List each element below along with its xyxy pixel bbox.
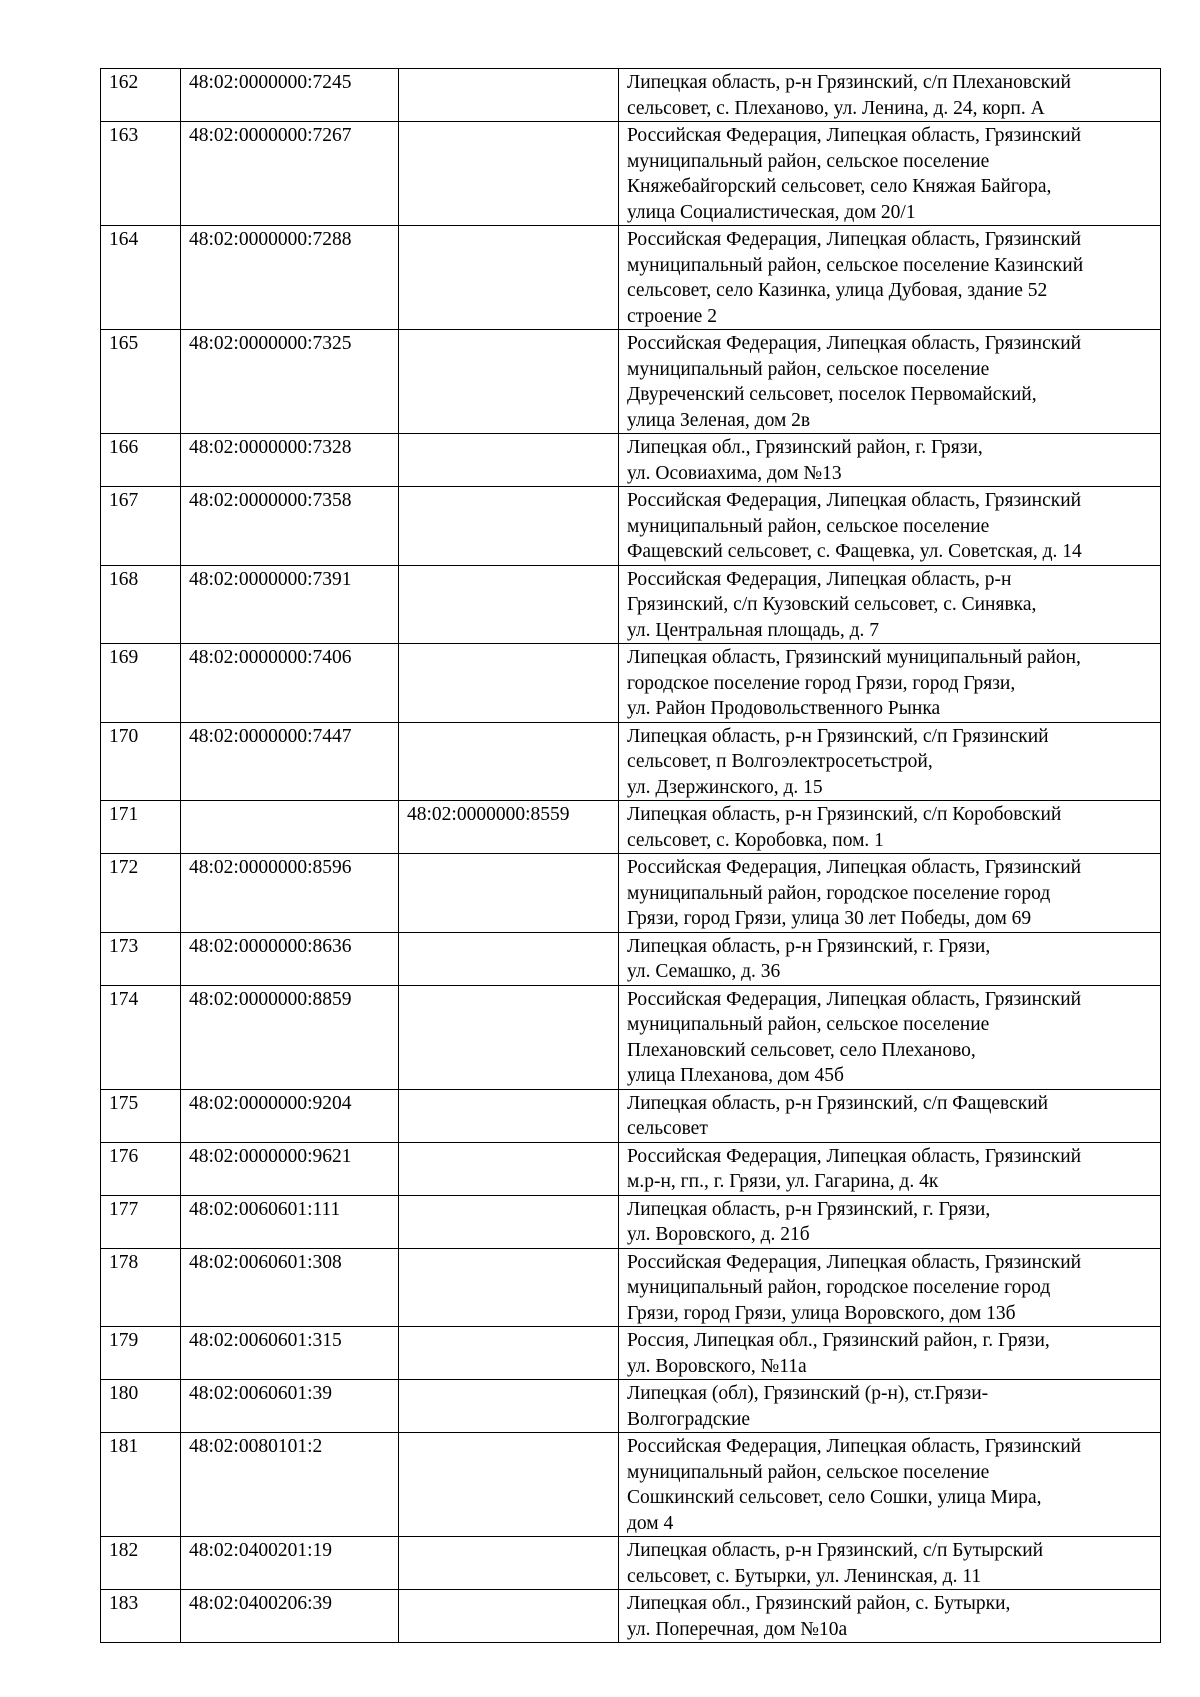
cadastral-number-alt [399,985,619,1089]
cadastral-number-alt [399,1195,619,1248]
table-row [101,854,1161,933]
cadastral-number-alt [399,1537,619,1590]
cadastral-number-alt [399,1433,619,1537]
table-row [101,801,1161,854]
cadastral-number: 48:02:0000000:7245 [181,69,399,122]
address: Российская Федерация, Липецкая область, Грязинский муниципальный район, сельское поселение Княжебайгорский сельсовет, село Княжая Байгора, улица Социалистическая, дом 20/1 [619,122,1161,226]
table-row [101,69,1161,122]
address: Липецкая обл., Грязинский район, с. Бутырки, ул. Поперечная, дом №10а [619,1590,1161,1643]
cadastral-number-alt [399,1089,619,1142]
address: Российская Федерация, Липецкая область, Грязинский муниципальный район, сельское поселение Двуреченский сельсовет, поселок Первомайский, улица Зеленая, дом 2в [619,330,1161,434]
cadastral-number: 48:02:0000000:7447 [181,722,399,801]
cadastral-number-alt [399,1590,619,1643]
cadastral-number: 48:02:0000000:8859 [181,985,399,1089]
cadastral-number-alt [399,854,619,933]
address: Российская Федерация, Липецкая область, Грязинский муниципальный район, городское поселение город Грязи, город Грязи, улица Воровского, дом 13б [619,1248,1161,1327]
table-row [101,1327,1161,1380]
cadastral-number: 48:02:0060601:39 [181,1380,399,1433]
table-row [101,434,1161,487]
cadastral-number-alt [399,487,619,566]
row-number: 170 [101,722,181,801]
address: Липецкая область, р-н Грязинский, с/п Фащевский сельсовет [619,1089,1161,1142]
table-row [101,1195,1161,1248]
address: Липецкая обл., Грязинский район, г. Грязи, ул. Осовиахима, дом №13 [619,434,1161,487]
cadastral-number: 48:02:0400206:39 [181,1590,399,1643]
address: Российская Федерация, Липецкая область, Грязинский муниципальный район, сельское поселение Казинский сельсовет, село Казинка, улица Дубовая, здание 52 строение 2 [619,226,1161,330]
row-number: 162 [101,69,181,122]
row-number: 164 [101,226,181,330]
cadastral-number: 48:02:0400201:19 [181,1537,399,1590]
row-number: 171 [101,801,181,854]
table-row [101,1248,1161,1327]
address: Липецкая область, Грязинский муниципальный район, городское поселение город Грязи, город Грязи, ул. Район Продовольственного Рынка [619,644,1161,723]
cadastral-number: 48:02:0000000:9621 [181,1142,399,1195]
cadastral-number-alt [399,1380,619,1433]
address: Липецкая область, р-н Грязинский, с/п Грязинский сельсовет, п Волгоэлектросетьстрой, ул. Дзержинского, д. 15 [619,722,1161,801]
cadastral-number [181,801,399,854]
row-number: 165 [101,330,181,434]
cadastral-number-alt [399,722,619,801]
cadastral-number: 48:02:0000000:7328 [181,434,399,487]
cadastral-number: 48:02:0000000:9204 [181,1089,399,1142]
cadastral-number-alt [399,644,619,723]
address: Российская Федерация, Липецкая область, Грязинский муниципальный район, городское поселение город Грязи, город Грязи, улица 30 лет Победы, дом 69 [619,854,1161,933]
cadastral-number: 48:02:0060601:111 [181,1195,399,1248]
address: Российская Федерация, Липецкая область, Грязинский муниципальный район, сельское поселение Плехановский сельсовет, село Плеханово, улица Плеханова, дом 45б [619,985,1161,1089]
table-row [101,1590,1161,1643]
cadastral-number-alt: 48:02:0000000:8559 [399,801,619,854]
row-number: 166 [101,434,181,487]
row-number: 173 [101,932,181,985]
table-row [101,122,1161,226]
address: Российская Федерация, Липецкая область, Грязинский муниципальный район, сельское поселение Фащевский сельсовет, с. Фащевка, ул. Советская, д. 14 [619,487,1161,566]
table-row [101,644,1161,723]
row-number: 172 [101,854,181,933]
row-number: 182 [101,1537,181,1590]
cadastral-number-alt [399,330,619,434]
cadastral-number: 48:02:0080101:2 [181,1433,399,1537]
row-number: 167 [101,487,181,566]
property-registry-table [100,68,1161,1643]
cadastral-number-alt [399,565,619,644]
row-number: 169 [101,644,181,723]
table-row [101,932,1161,985]
cadastral-number: 48:02:0000000:8636 [181,932,399,985]
cadastral-number: 48:02:0000000:7358 [181,487,399,566]
row-number: 180 [101,1380,181,1433]
table-row [101,565,1161,644]
cadastral-number-alt [399,226,619,330]
address: Липецкая (обл), Грязинский (р-н), ст.Грязи- Волгоградские [619,1380,1161,1433]
address: Липецкая область, р-н Грязинский, с/п Коробовский сельсовет, с. Коробовка, пом. 1 [619,801,1161,854]
row-number: 177 [101,1195,181,1248]
table-row [101,1089,1161,1142]
address: Липецкая область, р-н Грязинский, г. Грязи, ул. Воровского, д. 21б [619,1195,1161,1248]
cadastral-number: 48:02:0000000:7406 [181,644,399,723]
row-number: 168 [101,565,181,644]
address: Российская Федерация, Липецкая область, Грязинский м.р-н, гп., г. Грязи, ул. Гагарина, д. 4к [619,1142,1161,1195]
address: Липецкая область, р-н Грязинский, с/п Плехановский сельсовет, с. Плеханово, ул. Ленина, д. 24, корп. А [619,69,1161,122]
table-row [101,985,1161,1089]
cadastral-number-alt [399,1248,619,1327]
cadastral-number: 48:02:0000000:7288 [181,226,399,330]
table-row [101,1380,1161,1433]
document-page [100,68,1160,1643]
address: Россия, Липецкая обл., Грязинский район, г. Грязи, ул. Воровского, №11а [619,1327,1161,1380]
cadastral-number: 48:02:0060601:308 [181,1248,399,1327]
table-row [101,487,1161,566]
table-row [101,1433,1161,1537]
cadastral-number-alt [399,122,619,226]
table-row [101,226,1161,330]
row-number: 174 [101,985,181,1089]
cadastral-number-alt [399,434,619,487]
cadastral-number: 48:02:0000000:7391 [181,565,399,644]
cadastral-number: 48:02:0000000:8596 [181,854,399,933]
cadastral-number: 48:02:0000000:7325 [181,330,399,434]
row-number: 176 [101,1142,181,1195]
cadastral-number-alt [399,69,619,122]
table-row [101,1537,1161,1590]
row-number: 179 [101,1327,181,1380]
table-row [101,1142,1161,1195]
row-number: 181 [101,1433,181,1537]
row-number: 163 [101,122,181,226]
address: Липецкая область, р-н Грязинский, с/п Бутырский сельсовет, с. Бутырки, ул. Ленинская, д. 11 [619,1537,1161,1590]
cadastral-number: 48:02:0000000:7267 [181,122,399,226]
row-number: 178 [101,1248,181,1327]
cadastral-number-alt [399,932,619,985]
cadastral-number-alt [399,1327,619,1380]
table-body [101,69,1161,1643]
address: Липецкая область, р-н Грязинский, г. Грязи, ул. Семашко, д. 36 [619,932,1161,985]
cadastral-number-alt [399,1142,619,1195]
row-number: 183 [101,1590,181,1643]
cadastral-number: 48:02:0060601:315 [181,1327,399,1380]
table-row [101,330,1161,434]
row-number: 175 [101,1089,181,1142]
address: Российская Федерация, Липецкая область, р-н Грязинский, с/п Кузовский сельсовет, с. Синявка, ул. Центральная площадь, д. 7 [619,565,1161,644]
address: Российская Федерация, Липецкая область, Грязинский муниципальный район, сельское поселение Сошкинский сельсовет, село Сошки, улица Мира, дом 4 [619,1433,1161,1537]
table-row [101,722,1161,801]
